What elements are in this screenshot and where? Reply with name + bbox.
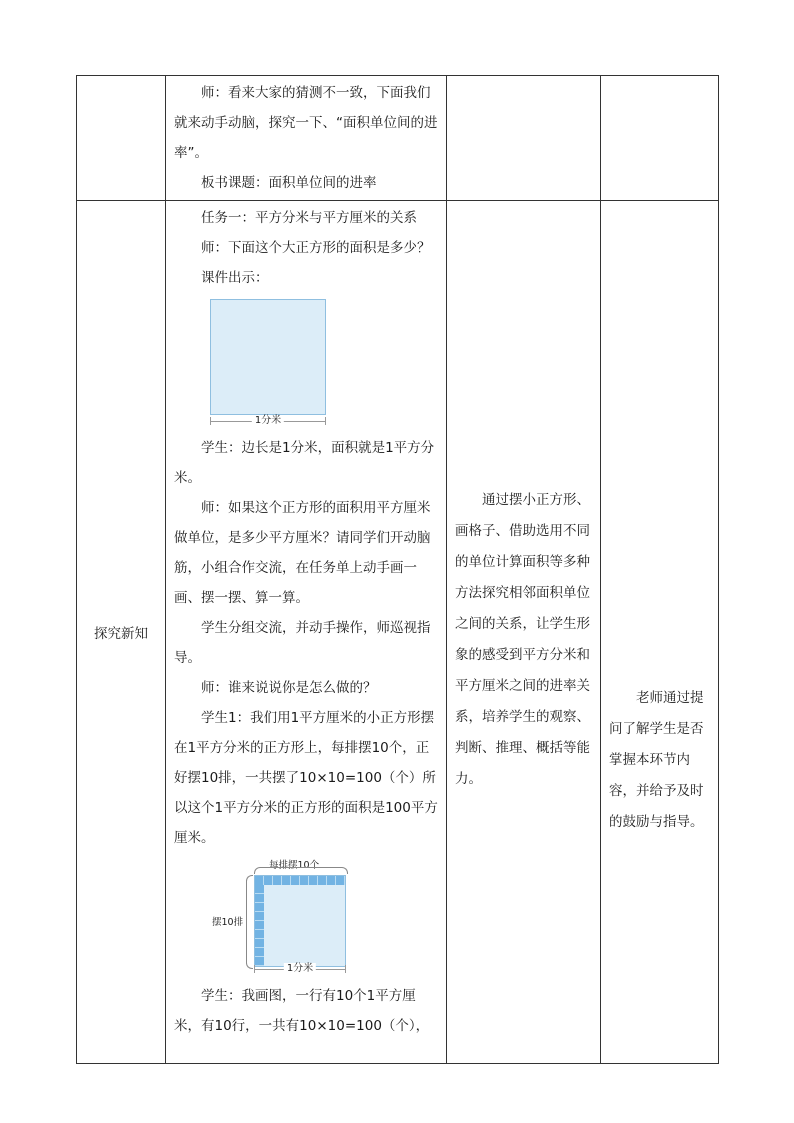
grid-square-figure xyxy=(174,857,440,975)
teaching-paragraph: 学生：我画图，一行有10个1平方厘米，有10行，一共有10×10=100（个）， xyxy=(174,988,430,1034)
square-decimeter-figure xyxy=(204,299,334,429)
dimension-label: 1分米 xyxy=(252,415,284,427)
teaching-paragraph: 师：下面这个大正方形的面积是多少？ xyxy=(201,240,431,256)
lesson-plan-table xyxy=(76,75,719,1064)
grid-square xyxy=(254,875,346,967)
teaching-paragraph: 师：如果这个正方形的面积用平方厘米做单位，是多少平方厘米？请同学们开动脑筋，小组合作交流，在任务单上动手画一画、摆一摆、算一算。 xyxy=(174,500,431,606)
purpose-text: 通过摆小正方形、画格子、借助选用不同的单位计算面积等多种方法探究相邻面积单位之间的关系，让学生形象的感受到平方分米和平方厘米之间的进率关系，培养学生的观察、判断、推理、概括等能力。 xyxy=(455,492,590,787)
evaluation-text: 老师通过提问了解学生是否掌握本环节内容，并给予及时的鼓励与指导。 xyxy=(609,689,704,830)
square-shape xyxy=(210,299,326,415)
row-count-label: 每排摆10个 xyxy=(269,860,320,871)
table-row xyxy=(77,201,719,1064)
top-brace xyxy=(254,867,348,874)
board-title-paragraph: 板书课题：面积单位间的进率 xyxy=(201,175,377,191)
stage-cell xyxy=(77,76,166,201)
top-row-squares xyxy=(255,876,345,885)
stage-cell xyxy=(77,201,166,1064)
purpose-cell xyxy=(447,76,601,201)
teaching-paragraph: 学生分组交流，并动手操作，师巡视指导。 xyxy=(174,620,431,666)
teaching-paragraph: 学生1：我们用1平方厘米的小正方形摆在1平方分米的正方形上，每排摆10个，正好摆10排，一共摆了10×10=100（个）所以这个1平方分米的正方形的面积是100平方厘米。 xyxy=(174,710,438,846)
teaching-paragraph: 学生：边长是1分米，面积就是1平方分米。 xyxy=(174,440,435,486)
teaching-cell xyxy=(166,201,447,1064)
left-column-squares xyxy=(255,885,264,966)
dimension-line xyxy=(210,415,326,429)
teaching-cell xyxy=(166,76,447,201)
column-count-label: 摆10排 xyxy=(212,917,244,928)
dimension-label: 1分米 xyxy=(284,963,316,975)
table-row xyxy=(77,76,719,201)
evaluation-cell xyxy=(601,76,719,201)
left-brace xyxy=(246,875,253,969)
purpose-cell xyxy=(447,201,601,1064)
dimension-line xyxy=(254,963,346,977)
task-heading: 任务一：平方分米与平方厘米的关系 xyxy=(201,210,417,226)
teaching-paragraph: 师：看来大家的猜测不一致，下面我们就来动手动脑，探究一下、“面积单位间的进率”。 xyxy=(174,85,438,161)
teaching-paragraph: 课件出示： xyxy=(201,270,269,286)
stage-label: 探究新知 xyxy=(94,626,148,642)
evaluation-cell xyxy=(601,201,719,1064)
teaching-paragraph: 师：谁来说说你是怎么做的？ xyxy=(201,680,377,696)
